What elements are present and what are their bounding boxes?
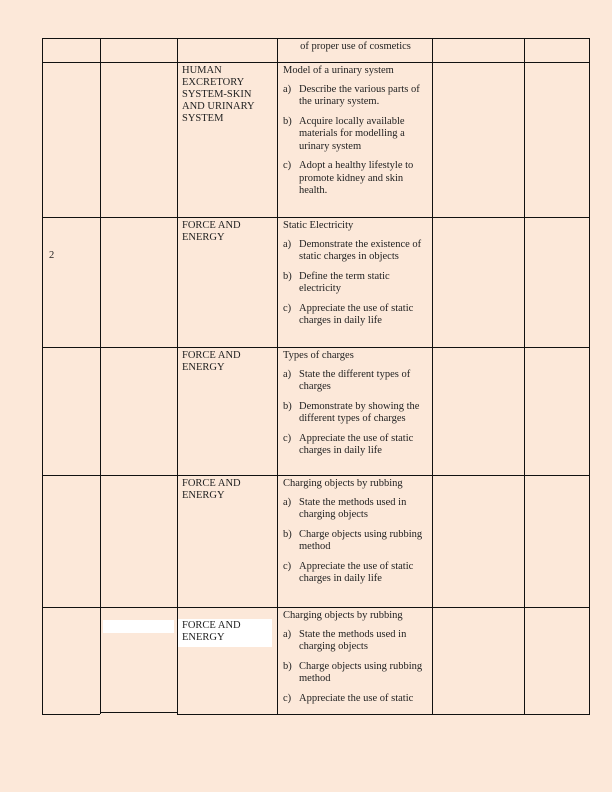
objective-heading: Static Electricity [283,220,354,231]
objective-letter: b) [283,660,292,672]
resources-cell [432,217,524,347]
resources-cell [432,607,524,714]
objective-item [283,84,428,109]
week-cell [42,217,100,347]
objective-heading: Model of a urinary system [283,65,394,76]
remarks-cell [524,475,590,607]
objective-text: State the different types of charges [299,368,411,392]
remarks-cell [524,217,590,347]
objective-text: State the methods used in charging objects [299,628,407,652]
objective-text: Appreciate the use of static charges in daily life [299,432,414,456]
objective-text: Describe the various parts of the urinary system. [299,83,420,107]
objective-letter: c) [283,560,292,572]
objective-text: Charge objects using rubbing method [299,660,423,684]
objective-heading: Types of charges [283,350,354,361]
objective-item [283,561,428,586]
objective-item [283,369,428,394]
objectives-cell [277,62,432,217]
objective-heading: Charging objects by rubbing [283,478,403,489]
objectives-cell [277,347,432,475]
topic-cell [177,38,277,62]
objective-text: Demonstrate by showing the different types of charges [299,400,420,424]
topic-cell [177,607,277,714]
table-bottom-border [177,714,590,715]
objective-letter: a) [283,368,292,380]
objective-text: Acquire locally available materials for modelling a urinary system [299,115,405,152]
objective-text: Appreciate the use of static charges in daily life [299,560,414,584]
topic-text: FORCE AND ENERGY [182,620,241,643]
objective-text: Appreciate the use of static [299,692,414,704]
resources-cell [432,475,524,607]
objective-item [283,271,428,296]
lesson-cell [100,62,177,217]
objective-heading: of proper use of cosmetics [300,41,411,52]
table-bottom-border [42,714,100,715]
objective-text: Appreciate the use of static charges in daily life [299,302,414,326]
objectives-cell [277,607,432,714]
objective-item [283,116,428,154]
objective-heading: Charging objects by rubbing [283,610,403,621]
week-cell [42,607,100,714]
topic-text: FORCE AND ENERGY [182,220,241,243]
objective-item [283,160,428,198]
objective-text: Adopt a healthy lifestyle to promote kidney and skin health. [299,160,414,196]
objective-letter: a) [283,238,292,250]
topic-text: FORCE AND ENERGY [182,350,241,373]
topic-cell [177,475,277,607]
objectives-cell [277,38,432,62]
topic-text: HUMAN EXCRETORY SYSTEM-SKIN AND URINARY SYSTEM [182,65,255,124]
objective-item [283,497,428,522]
week-cell [42,475,100,607]
objective-item [283,529,428,554]
topic-text: FORCE AND ENERGY [182,478,241,501]
objective-item [283,303,428,328]
lesson-cell [100,217,177,347]
objective-item [283,433,428,458]
objective-letter: a) [283,628,292,640]
objective-letter: b) [283,115,292,127]
objective-text: Demonstrate the existence of static charges in objects [299,238,422,262]
remarks-cell [524,347,590,475]
lesson-cell [100,347,177,475]
objectives-cell [277,217,432,347]
objectives-cell [277,475,432,607]
remarks-cell [524,607,590,714]
objective-text: State the methods used in charging objects [299,496,407,520]
objective-text: Define the term static electricity [299,270,390,294]
objective-letter: c) [283,160,292,171]
objective-letter: a) [283,83,292,95]
objective-letter: c) [283,302,292,314]
objective-item [283,239,428,264]
table-bottom-border [100,712,177,713]
objective-item [283,661,428,686]
objective-item [283,693,428,706]
topic-cell [177,62,277,217]
objective-letter: c) [283,432,292,444]
objective-item [283,629,428,654]
resources-cell [432,347,524,475]
objective-item [283,401,428,426]
objective-letter: b) [283,400,292,412]
week-cell [42,347,100,475]
objective-letter: b) [283,270,292,282]
week-number: 2 [49,250,55,261]
resources-cell [432,38,524,62]
objective-letter: a) [283,496,292,508]
lesson-cell [100,607,177,714]
resources-cell [432,62,524,217]
week-cell [42,62,100,217]
remarks-cell [524,38,590,62]
lesson-cell [100,475,177,607]
topic-cell [177,217,277,347]
remarks-cell [524,62,590,217]
objective-letter: c) [283,692,292,704]
objective-letter: b) [283,528,292,540]
topic-cell [177,347,277,475]
objective-text: Charge objects using rubbing method [299,528,423,552]
lesson-cell [100,38,177,62]
